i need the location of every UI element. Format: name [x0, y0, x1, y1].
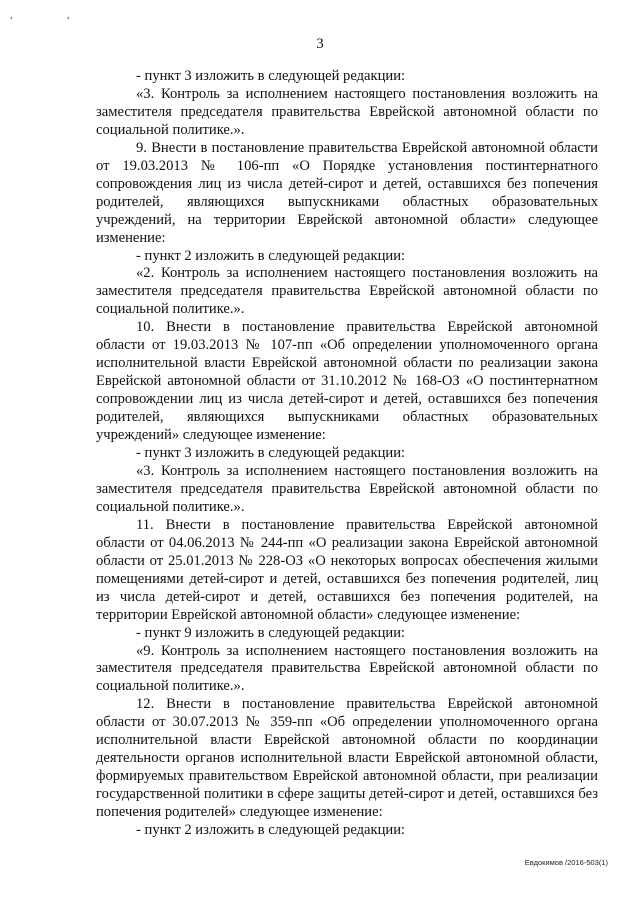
paragraph-item-change: - пункт 3 изложить в следующей редакции: — [136, 68, 406, 84]
paragraph-section-12: 12. Внести в постановление правительства Еврейской автономной области от 30.07.2013 № 359-пп «Об определении уполномоченного органа исполнительной власти Еврейской автономной области по координации деятельности органов исполнительной власти Еврейской автономной области, формируемых правительством Еврейской автономной области, при реализации государственной политики в сфере защиты детей-сирот и детей, оставшихся без попечения родителей» следующее изменение: — [96, 696, 598, 821]
paragraph-item-change: - пункт 9 изложить в следующей редакции: — [136, 624, 406, 641]
paragraph-item-change: - пункт 2 изложить в следующей редакции: — [136, 247, 406, 264]
paragraph-quote: «9. Контроль за исполнением настоящего постановления возложить на заместителя председателя правительства Еврейской автономной области по социальной политике.». — [96, 642, 598, 695]
paragraph-section-10: 10. Внести в постановление правительства Еврейской автономной области от 19.03.2013 № 107-пп «Об определении уполномоченного органа исполнительной власти Еврейской автономной области по реализации закона Еврейской автономной области от 31.10.2012 № 168-ОЗ «О постинтернатном сопровождении лиц из числа детей-сирот и детей, оставшихся без попечения родителей, являющихся выпускниками областных образовательных учреждений» следующее изменение: — [96, 319, 598, 444]
paragraph-section-11: 11. Внести в постановление правительства Еврейской автономной области от 04.06.2013 № 244-пп «О реализации закона Еврейской автономной области от 25.01.2013 № 228-ОЗ «О некоторых вопросах обеспечения жилыми помещениями детей-сирот и детей, оставшихся без попечения родителей, лиц из числа детей-сирот и детей, оставшихся без попечения родителей, на территории Еврейской автономной области» следующее изменение: — [96, 516, 598, 623]
page-number: 3 — [316, 36, 324, 52]
document-body — [96, 68, 598, 840]
paragraph-item-change: - пункт 2 изложить в следующей редакции: — [136, 822, 406, 839]
paragraph-item-change: - пункт 3 изложить в следующей редакции: — [136, 445, 406, 462]
paragraph-quote: «2. Контроль за исполнением настоящего постановления возложить на заместителя председателя правительства Еврейской автономной области по социальной политике.». — [96, 265, 598, 318]
footer-document-code: Евдокимов /2016-503(1) — [524, 858, 608, 867]
corner-marks: , , — [10, 10, 96, 21]
paragraph-quote: «3. Контроль за исполнением настоящего постановления возложить на заместителя председателя правительства Еврейской автономной области по социальной политике.». — [96, 85, 598, 138]
paragraph-quote: «3. Контроль за исполнением настоящего постановления возложить на заместителя председателя правительства Еврейской автономной области по социальной политике.». — [96, 462, 598, 515]
paragraph-section-9: 9. Внести в постановление правительства Еврейской автономной области от 19.03.2013 № 106-пп «О Порядке установления постинтернатного сопровождения лиц из числа детей-сирот и детей, оставшихся без попечения родителей, являющихся выпускниками областных образовательных учреждений, на территории Еврейской автономной области» следующее изменение: — [96, 139, 598, 246]
